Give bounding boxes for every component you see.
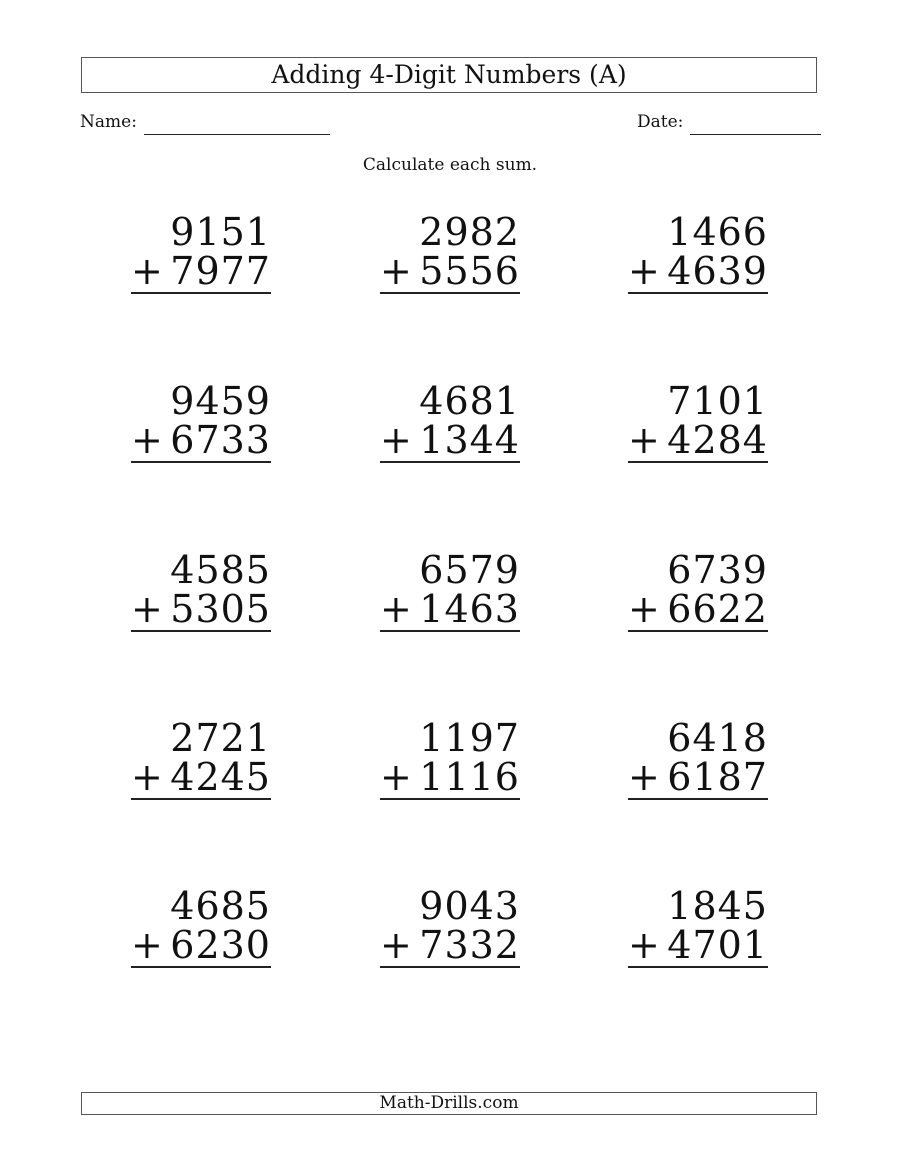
- addition-problem: [380, 718, 520, 798]
- answer-line[interactable]: [131, 966, 271, 968]
- answer-line[interactable]: [628, 461, 768, 463]
- answer-line[interactable]: [628, 966, 768, 968]
- answer-line[interactable]: [380, 461, 520, 463]
- top-addend: 7101: [667, 379, 768, 423]
- bottom-addend: 6733: [170, 418, 271, 462]
- bottom-addend: 1344: [419, 418, 520, 462]
- top-addend: 9151: [170, 210, 271, 254]
- plus-sign: +: [380, 418, 412, 462]
- addition-problem: [628, 381, 768, 461]
- bottom-addend: 1463: [419, 587, 520, 631]
- top-addend: 6579: [419, 548, 520, 592]
- plus-sign: +: [628, 755, 660, 799]
- plus-sign: +: [628, 587, 660, 631]
- name-label: Name:: [80, 112, 137, 132]
- plus-sign: +: [131, 923, 163, 967]
- bottom-addend: 4245: [170, 755, 271, 799]
- addition-problem: [628, 886, 768, 966]
- top-addend: 2721: [170, 716, 271, 760]
- plus-sign: +: [628, 923, 660, 967]
- addition-problem: [131, 718, 271, 798]
- addition-problem: [131, 550, 271, 630]
- top-addend: 1845: [667, 884, 768, 928]
- addition-problem: [380, 886, 520, 966]
- addition-problem: [131, 381, 271, 461]
- top-addend: 9043: [419, 884, 520, 928]
- addition-problem: [131, 212, 271, 292]
- addition-problem: [380, 550, 520, 630]
- bottom-addend: 4639: [667, 249, 768, 293]
- footer-source: Math-Drills.com: [81, 1092, 817, 1115]
- answer-line[interactable]: [380, 798, 520, 800]
- plus-sign: +: [380, 249, 412, 293]
- answer-line[interactable]: [131, 461, 271, 463]
- bottom-addend: 6187: [667, 755, 768, 799]
- bottom-addend: 6230: [170, 923, 271, 967]
- addition-problem: [628, 550, 768, 630]
- bottom-addend: 1116: [419, 755, 520, 799]
- top-addend: 1197: [419, 716, 520, 760]
- answer-line[interactable]: [131, 292, 271, 294]
- answer-line[interactable]: [380, 292, 520, 294]
- answer-line[interactable]: [131, 798, 271, 800]
- top-addend: 6418: [667, 716, 768, 760]
- addition-problem: [131, 886, 271, 966]
- plus-sign: +: [628, 249, 660, 293]
- top-addend: 2982: [419, 210, 520, 254]
- answer-line[interactable]: [380, 630, 520, 632]
- top-addend: 4585: [170, 548, 271, 592]
- plus-sign: +: [131, 418, 163, 462]
- answer-line[interactable]: [628, 630, 768, 632]
- top-addend: 4681: [419, 379, 520, 423]
- bottom-addend: 5305: [170, 587, 271, 631]
- plus-sign: +: [628, 418, 660, 462]
- answer-line[interactable]: [628, 292, 768, 294]
- addition-problem: [628, 718, 768, 798]
- bottom-addend: 5556: [419, 249, 520, 293]
- bottom-addend: 7332: [419, 923, 520, 967]
- plus-sign: +: [380, 587, 412, 631]
- top-addend: 6739: [667, 548, 768, 592]
- answer-line[interactable]: [380, 966, 520, 968]
- plus-sign: +: [380, 755, 412, 799]
- top-addend: 9459: [170, 379, 271, 423]
- addition-problem: [380, 212, 520, 292]
- addition-problem: [628, 212, 768, 292]
- bottom-addend: 7977: [170, 249, 271, 293]
- plus-sign: +: [380, 923, 412, 967]
- bottom-addend: 4701: [667, 923, 768, 967]
- bottom-addend: 4284: [667, 418, 768, 462]
- answer-line[interactable]: [131, 630, 271, 632]
- addition-problem: [380, 381, 520, 461]
- answer-line[interactable]: [628, 798, 768, 800]
- plus-sign: +: [131, 755, 163, 799]
- top-addend: 1466: [667, 210, 768, 254]
- top-addend: 4685: [170, 884, 271, 928]
- worksheet-title: Adding 4-Digit Numbers (A): [81, 57, 817, 93]
- plus-sign: +: [131, 587, 163, 631]
- date-label: Date:: [637, 112, 684, 132]
- bottom-addend: 6622: [667, 587, 768, 631]
- instructions: Calculate each sum.: [362, 155, 538, 175]
- plus-sign: +: [131, 249, 163, 293]
